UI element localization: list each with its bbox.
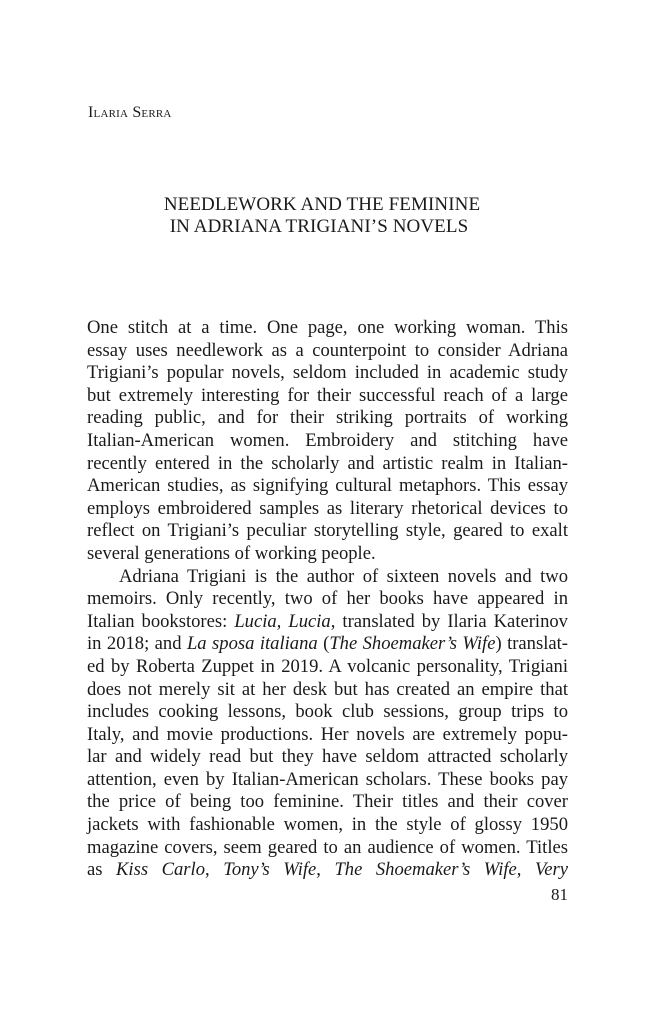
text-line: Italy, and movie productions. Her novels are extremely popu- [87,723,568,745]
text-run: in 2018; and [87,633,187,655]
chapter-title-line-1: NEEDLEWORK AND THE FEMININE [163,194,481,215]
text-line: essay uses needlework as a counterpoint to consider Adriana [87,339,568,361]
text-line [87,633,568,656]
text-line: recently entered in the scholarly and artistic realm in Italian- [87,452,568,474]
text-line: attention, even by Italian-American scholars. These books pay [87,768,568,790]
text-line: Trigiani’s popular novels, seldom included in academic study [87,362,568,384]
chapter-title [0,194,650,238]
book-title-italic: La sposa italiana [186,633,318,655]
body-text [87,317,568,882]
text-run: , translated by Ilaria Katerinov [330,610,568,632]
text-run: , [205,859,224,881]
text-line: jackets with fashionable women, in the style of glossy 1950 [87,814,568,836]
text-line: employs embroidered samples as literary rhetorical devices to [87,497,568,519]
text-line [87,611,568,634]
text-run: ( [317,633,330,655]
text-line [87,859,568,882]
text-line: magazine covers, seem geared to an audience of women. Titles [87,836,568,858]
paragraph-2 [87,566,568,882]
text-run: , [316,859,335,881]
text-line: lar and widely read but they have seldom attracted scholarly [87,746,568,768]
text-line: Adriana Trigiani is the author of sixteen novels and two [119,565,568,587]
text-run: ) translat- [495,633,568,655]
text-line: ed by Roberta Zuppet in 2019. A volcanic personality, Trigiani [87,655,568,677]
text-line: Italian-American women. Embroidery and stitching have [87,429,568,451]
text-line: memoirs. Only recently, two of her books have appeared in [87,588,568,610]
text-run: as [87,859,117,881]
text-line: American studies, as signifying cultural metaphors. This essay [87,475,568,497]
book-title-italic: The Shoemaker’s Wife [334,859,517,881]
text-line: includes cooking lessons, book club sessions, group trips to [87,701,568,723]
book-title-italic: Very [534,859,569,881]
text-line: reading public, and for their striking portraits of working [87,407,568,429]
text-run: Italian bookstores: [87,610,235,632]
text-line: reflect on Trigiani’s peculiar storytelling style, geared to exalt [87,520,568,542]
book-title-italic: Kiss Carlo [116,859,205,881]
text-line: the price of being too feminine. Their titles and their cover [87,791,568,813]
book-title-italic: Lucia, Lucia [234,610,331,632]
page-number: 81 [551,885,568,904]
book-title-italic: Tony’s Wife [223,859,317,881]
paragraph-1 [87,317,568,566]
text-line: but extremely interesting for their successful reach of a large [87,384,568,406]
text-line: does not merely sit at her desk but has created an empire that [87,678,568,700]
book-title-italic: The Shoemaker’s Wife [329,633,496,655]
text-run: , [516,859,535,881]
author-name: Ilaria Serra [88,104,172,121]
chapter-title-line-2: IN ADRIANA TRIGIANI’S NOVELS [169,216,469,237]
text-line: several generations of working people. [87,542,376,564]
text-line: One stitch at a time. One page, one working woman. This [87,317,568,338]
